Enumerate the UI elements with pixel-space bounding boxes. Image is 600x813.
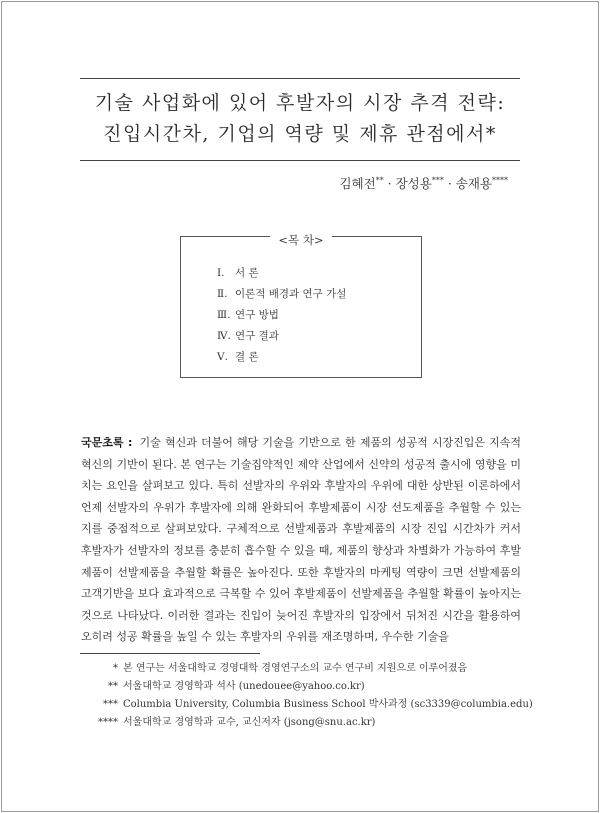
toc-item [217,286,346,307]
footnote-mark: ** [108,681,118,692]
footnote [88,660,528,678]
toc-item [217,307,346,328]
author-list [339,174,508,192]
toc-item-number: Ⅱ. [217,288,228,300]
author-name: 김혜전 [339,176,376,191]
author-footnote-mark: ** [375,175,384,185]
toc-heading-text: <목 차> [270,233,331,247]
toc-item-number: Ⅲ. [217,309,231,321]
toc-heading [181,229,421,248]
toc-item-label: 이론적 배경과 연구 가설 [235,288,347,300]
footnote-text: 서울대학교 경영학과 교수, 교신저자 (jsong@snu.ac.kr) [123,717,376,728]
author-footnote-mark: *** [431,175,444,185]
toc-item-label: 연구 방법 [235,309,279,321]
footnote [88,714,528,732]
footnote-mark: **** [98,717,118,728]
toc-list [217,265,346,370]
author-separator: · [443,176,456,191]
title-top-rule [80,78,520,79]
abstract-label: 국문초록 : [81,436,133,449]
footnote [88,696,533,714]
toc-item-number: Ⅴ. [217,351,228,363]
toc-item-label: 서 론 [235,267,259,279]
table-of-contents [180,233,422,378]
footnote-mark: *** [103,699,118,710]
title-bottom-rule [80,160,520,161]
paper-title-line-1: 기술 사업화에 있어 후발자의 시장 추격 전략: [94,92,506,114]
toc-item-number: Ⅳ. [217,330,231,342]
abstract-body: 기술 혁신과 더불어 해당 기술을 기반으로 한 제품의 성공적 시장진입은 지속적 혁신의 기반이 된다. 본 연구는 기술집약적인 제약 산업에서 신약의 성공적 출시에 영향을 미치는 요인을 살펴보고 있다. 특히 선발자의 우위와 후발자의 우위에 대한 상반된 이론하에서 언제 선발자의 우위가 후발자에 의해 완화되어 후발제품이 시장 선도제품을 추월할 수 있는지를 중점적으로 살펴보았다. 구체적으로 선발제품과 후발제품의 시장 진입 시간차가 커서 후발자가 선발자의 정보를 충분히 흡수할 수 있을 때, 제품의 향상과 차별화가 가능하여 후발제품이 선발제품을 추월할 확률은 높아진다. 또한 후발자의 마케팅 역량이 크면 선발제품의 고객기반을 보다 효과적으로 극복할 수 있어 후발제품이 선발제품을 추월할 확률이 높아지는 것으로 나타났다. 이러한 결과는 진입이 늦어진 후발자의 입장에서 뒤처진 시간을 활용하여 오히려 성공 확률을 높일 수 있는 후발자의 우위를 재조명하며, 우수한 기술을 [81,436,522,644]
author-name: 장성용 [395,176,432,191]
toc-item [217,349,346,370]
footnote-separator [80,653,260,654]
toc-item-number: Ⅰ. [217,267,225,279]
toc-item [217,265,346,286]
footnote-text: Columbia University, Columbia Business School 박사과정 (sc3339@columbia.edu) [123,699,533,710]
korean-abstract [81,432,521,648]
footnotes [88,660,533,732]
author-footnote-mark: **** [492,175,508,185]
author-name: 송재용 [455,176,492,191]
toc-item [217,328,346,349]
footnote [88,678,528,696]
footnote-text: 서울대학교 경영학과 석사 (unedouee@yahoo.co.kr) [123,681,365,692]
paper-title-line-2: 진입시간차, 기업의 역량 및 제휴 관점에서* [103,123,497,145]
author-separator: · [383,176,396,191]
toc-item-label: 연구 결과 [235,330,279,342]
footnote-text: 본 연구는 서울대학교 경영대학 경영연구소의 교수 연구비 지원으로 이루어졌음 [123,663,468,674]
footnote-mark: * [113,663,118,674]
toc-item-label: 결 론 [235,351,259,363]
